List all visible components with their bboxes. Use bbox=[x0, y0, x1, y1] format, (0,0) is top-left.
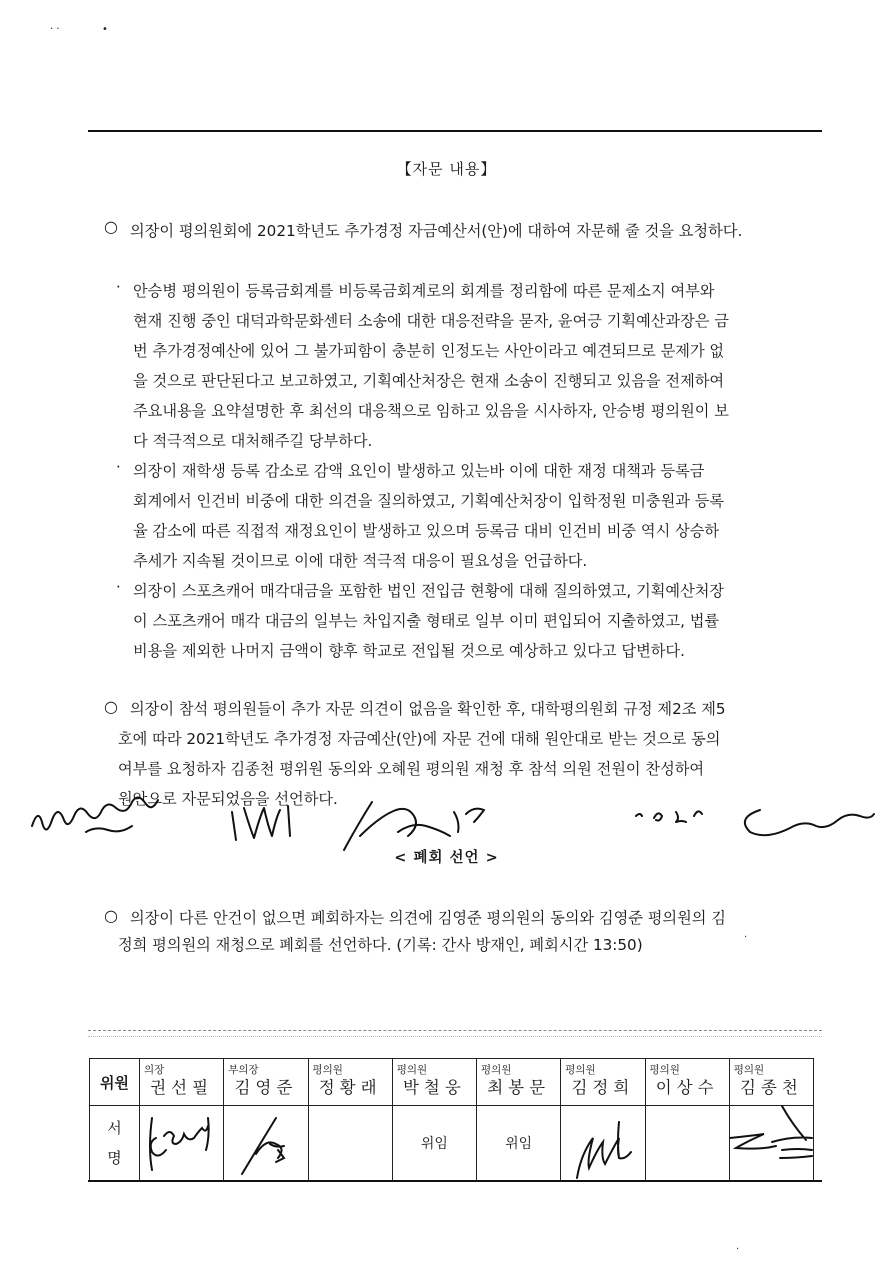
discussion-text: 의장이 재학생 등록 감소로 감액 요인이 발생하고 있는바 이에 대한 재정 대책과 등록금 회계에서 인건비 비중에 대한 의견을 질의하였고, 기획예산처장이 입학정원 미충원과 등록 율 감소에 따른 직접적 재정요인이 발생하고 있으며 등록금 대비 인건비 비중 역시 상승하 추세가 지속될 것이므로 이에 대한 적극적 대응이 필요성을 언급하다. bbox=[133, 462, 725, 570]
member-cell: 평의원 김정희 bbox=[561, 1059, 645, 1106]
signature-cell-empty bbox=[645, 1106, 729, 1181]
circle-bullet: ○ bbox=[104, 906, 118, 925]
signature-mark bbox=[722, 1098, 818, 1172]
member-cell: 의장 권선필 bbox=[140, 1059, 224, 1106]
delegated-cell: 위임 bbox=[477, 1106, 561, 1181]
scan-mark: · bbox=[736, 1244, 740, 1255]
member-sign-row bbox=[90, 1106, 814, 1181]
discussion-text: 안승병 평의원이 등록금회계를 비등록금회계로의 회계를 정리함에 따른 문제소지 여부와 현재 진행 중인 대덕과학문화센터 소송에 대한 대응전략을 묻자, 윤여긍 기획예산과장은 금 번 추가경정예산에 있어 그 불가피함이 충분히 인정도는 사안이라고 예견되므로 문제가 없 을 것으로 판단된다고 보고하였고, 기획예산처장은 현재 소송이 진행되고 있음을 전제하여 주요내용을 요약설명한 후 최선의 대응책으로 임하고 있음을 시사하자, 안승병 평의원이 보 다 적극적으로 대처해주길 당부하다. bbox=[133, 282, 729, 450]
signature-cell bbox=[140, 1106, 224, 1181]
signature-cell bbox=[561, 1106, 645, 1181]
closing-title: < 폐회 선언 > bbox=[394, 850, 499, 866]
bottom-rule bbox=[88, 1180, 822, 1182]
signature-cell bbox=[729, 1106, 813, 1181]
intro-text: 의장이 평의원회에 2021학년도 추가경정 자금예산서(안)에 대하여 자문해 줄 것을 요청하다. bbox=[130, 222, 743, 240]
member-cell: 부의장 김영준 bbox=[224, 1059, 308, 1106]
signature-mark bbox=[226, 1108, 306, 1178]
signature-table bbox=[89, 1058, 814, 1181]
member-cell: 평의원 최봉문 bbox=[477, 1059, 561, 1106]
divider-dashed bbox=[88, 1030, 822, 1031]
scan-mark: · bbox=[744, 932, 748, 943]
circle-bullet: ○ bbox=[104, 697, 118, 716]
scan-mark: • bbox=[102, 24, 108, 35]
dot-bullet: · bbox=[116, 578, 121, 596]
signature-cell-empty bbox=[308, 1106, 392, 1181]
closing-text: 의장이 다른 안건이 없으면 폐회하자는 의견에 김영준 평의원의 동의와 김영준 평의원의 김 bbox=[130, 909, 726, 927]
member-name-row bbox=[90, 1059, 814, 1106]
scan-mark: · · bbox=[50, 24, 60, 35]
member-cell: 평의원 김종천 bbox=[729, 1059, 813, 1106]
closing-text-cont: 정희 평의원의 재청으로 폐회를 선언하다. (기록: 간사 방재인, 폐회시간 13:50) bbox=[118, 936, 643, 954]
signature-cell bbox=[224, 1106, 308, 1181]
divider-dotted bbox=[88, 1036, 822, 1037]
delegated-cell: 위임 bbox=[392, 1106, 476, 1181]
member-cell: 평의원 박철웅 bbox=[392, 1059, 476, 1106]
dot-bullet: · bbox=[116, 278, 121, 296]
discussion-text: 의장이 스포츠캐어 매각대금을 포함한 법인 전입금 현황에 대해 질의하였고, 기획예산처장 이 스포츠캐어 매각 대금의 일부는 차입지출 형태로 일부 이미 편입되어 지출하였고, 법률 비용을 제외한 나머지 금액이 향후 학교로 전입될 것으로 예상하고 있다고 답변하다. bbox=[133, 582, 725, 660]
circle-bullet: ○ bbox=[104, 217, 118, 236]
resolution-text-cont: 호에 따라 2021학년도 추가경정 자금예산(안)에 자문 건에 대해 원안대로 받는 것으로 동의 여부를 요청하자 김종천 평위원 동의와 오혜원 평의원 재청 후 참석 의원 전원이 찬성하여 원안으로 자문되었음을 선언하다. bbox=[118, 730, 721, 808]
signature-mark bbox=[563, 1106, 643, 1180]
signature-mark bbox=[142, 1108, 222, 1178]
member-cell: 평의원 이상수 bbox=[645, 1059, 729, 1106]
resolution-text: 의장이 참석 평의원들이 추가 자문 의견이 없음을 확인한 후, 대학평의원회 규정 제2조 제5 bbox=[130, 700, 726, 718]
sign-label: 서 명 bbox=[90, 1106, 140, 1181]
section-heading: 【자문 내용】 bbox=[396, 160, 497, 178]
dot-bullet: · bbox=[116, 458, 121, 476]
member-cell: 평의원 정황래 bbox=[308, 1059, 392, 1106]
row-label: 위원 bbox=[90, 1059, 140, 1106]
